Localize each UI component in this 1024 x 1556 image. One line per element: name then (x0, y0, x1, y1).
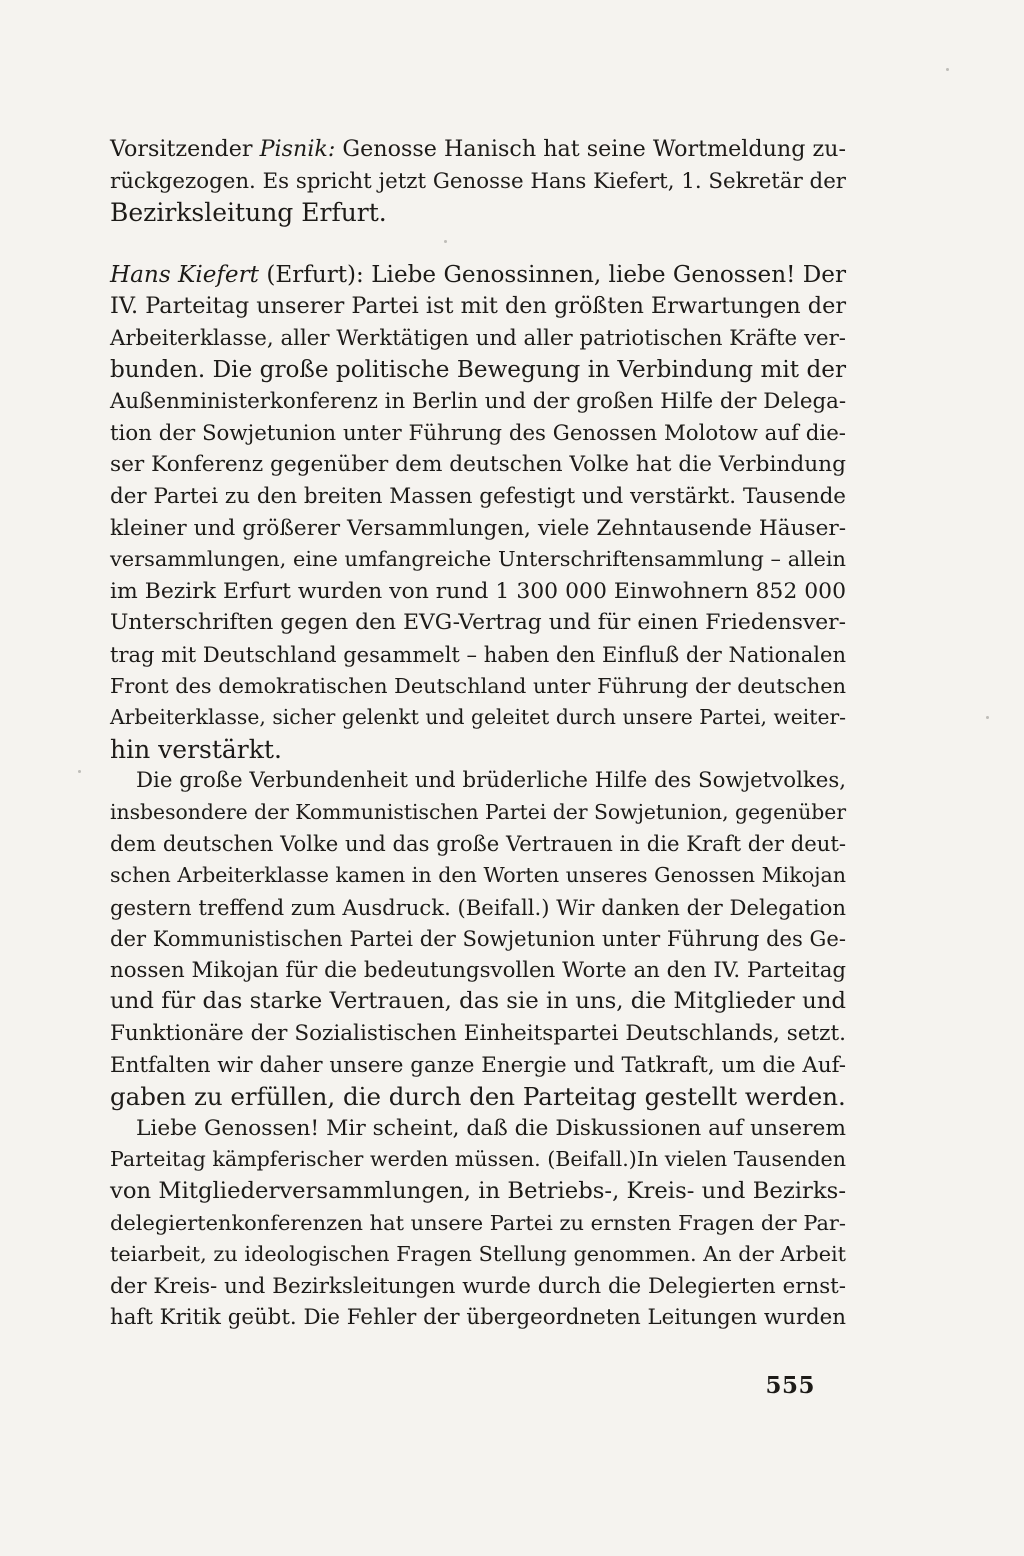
text-line: Bezirksleitung Erfurt. (110, 198, 387, 228)
text-line: IV. Parteitag unserer Partei ist mit den größten Erwartungen der (110, 293, 846, 320)
text-line: Hans Kiefert (Erfurt): Liebe Genossinnen, liebe Genossen! Der (110, 261, 846, 288)
text-line: der Partei zu den breiten Massen gefestigt und verstärkt. Tausende (110, 483, 846, 509)
speaker-name: Hans Kiefert (110, 261, 259, 288)
text-line: ser Konferenz gegenüber dem deutschen Volke hat die Verbindung (110, 452, 846, 478)
text-line: Vorsitzender Pisnik: Genosse Hanisch hat seine Wortmeldung zu- (110, 136, 846, 162)
text-line: Die große Verbundenheit und brüderliche Hilfe des Sowjetvolkes, (136, 768, 846, 794)
text-line: Unterschriften gegen den EVG-Vertrag und für einen Friedensver- (110, 610, 846, 636)
text-line: rückgezogen. Es spricht jetzt Genosse Hans Kiefert, 1. Sekretär der (110, 168, 846, 194)
text-line: Entfalten wir daher unsere ganze Energie und Tatkraft, um die Auf- (110, 1052, 846, 1078)
text-line: Front des demokratischen Deutschland unter Führung der deutschen (110, 673, 846, 698)
text-line: versammlungen, eine umfangreiche Unterschriftensammlung – allein (110, 547, 846, 572)
paragraph-soviet-solidarity (110, 765, 846, 1113)
paper-speck (78, 770, 81, 773)
text-line: haft Kritik geübt. Die Fehler der übergeordneten Leitungen wurden (110, 1305, 846, 1331)
text-line: und für das starke Vertrauen, das sie in uns, die Mitglieder und (110, 988, 846, 1015)
text-line: gaben zu erfüllen, die durch den Parteitag gestellt werden. (110, 1082, 846, 1112)
paper-speck (986, 716, 989, 719)
text-line: insbesondere der Kommunistischen Partei der Sowjetunion, gegenüber (110, 799, 847, 824)
text-line: Liebe Genossen! Mir scheint, daß die Diskussionen auf unserem (136, 1115, 846, 1141)
text-line: hin verstärkt. (110, 734, 282, 764)
text-line: der Kreis- und Bezirksleitungen wurde durch die Delegierten ernst- (110, 1273, 846, 1299)
text-line: Außenministerkonferenz in Berlin und der großen Hilfe der Delega- (110, 389, 847, 415)
paragraph-discussion (110, 1113, 846, 1334)
text-line: der Kommunistischen Partei der Sowjetunion unter Führung des Ge- (110, 926, 846, 952)
text-line: tion der Sowjetunion unter Führung des Genossen Molotow auf die- (110, 420, 846, 446)
text-line: bunden. Die große politische Bewegung in Verbindung mit der (110, 356, 846, 383)
page-number: 555 (765, 1372, 815, 1399)
text-line: im Bezirk Erfurt wurden von rund 1 300 000 Einwohnern 852 000 (110, 578, 846, 604)
paragraph-chair-announcement (110, 134, 846, 229)
text-line: kleiner und größerer Versammlungen, viele Zehntausende Häuser- (110, 515, 846, 541)
body-text (110, 134, 846, 1334)
text-line: trag mit Deutschland gesammelt – haben den Einfluß der Nationalen (110, 641, 846, 667)
paper-speck (946, 68, 949, 71)
paragraph-speech-opening (110, 260, 846, 766)
text-line: nossen Mikojan für die bedeutungsvollen Worte an den IV. Parteitag (110, 957, 846, 983)
text-line: teiarbeit, zu ideologischen Fragen Stellung genommen. An der Arbeit (110, 1242, 846, 1267)
text-line: Arbeiterklasse, aller Werktätigen und aller patriotischen Kräfte ver- (110, 325, 846, 351)
text-line: gestern treffend zum Ausdruck. (Beifall.) Wir danken der Delegation (110, 894, 846, 920)
text-line: Arbeiterklasse, sicher gelenkt und geleitet durch unsere Partei, weiter- (110, 705, 846, 730)
text-line: delegiertenkonferenzen hat unsere Partei zu ernsten Fragen der Par- (110, 1210, 846, 1235)
text-line: dem deutschen Volke und das große Vertrauen in die Kraft der deut- (110, 831, 846, 857)
text-line: schen Arbeiterklasse kamen in den Worten unseres Genossen Mikojan (110, 863, 846, 888)
text-line: von Mitgliederversammlungen, in Betriebs-, Kreis- und Bezirks- (110, 1178, 846, 1204)
text-line: Funktionäre der Sozialistischen Einheitspartei Deutschlands, setzt. (110, 1021, 846, 1047)
speaker-name: Pisnik: (259, 136, 336, 162)
text-line: Parteitag kämpferischer werden müssen. (Beifall.)In vielen Tausenden (110, 1147, 846, 1172)
